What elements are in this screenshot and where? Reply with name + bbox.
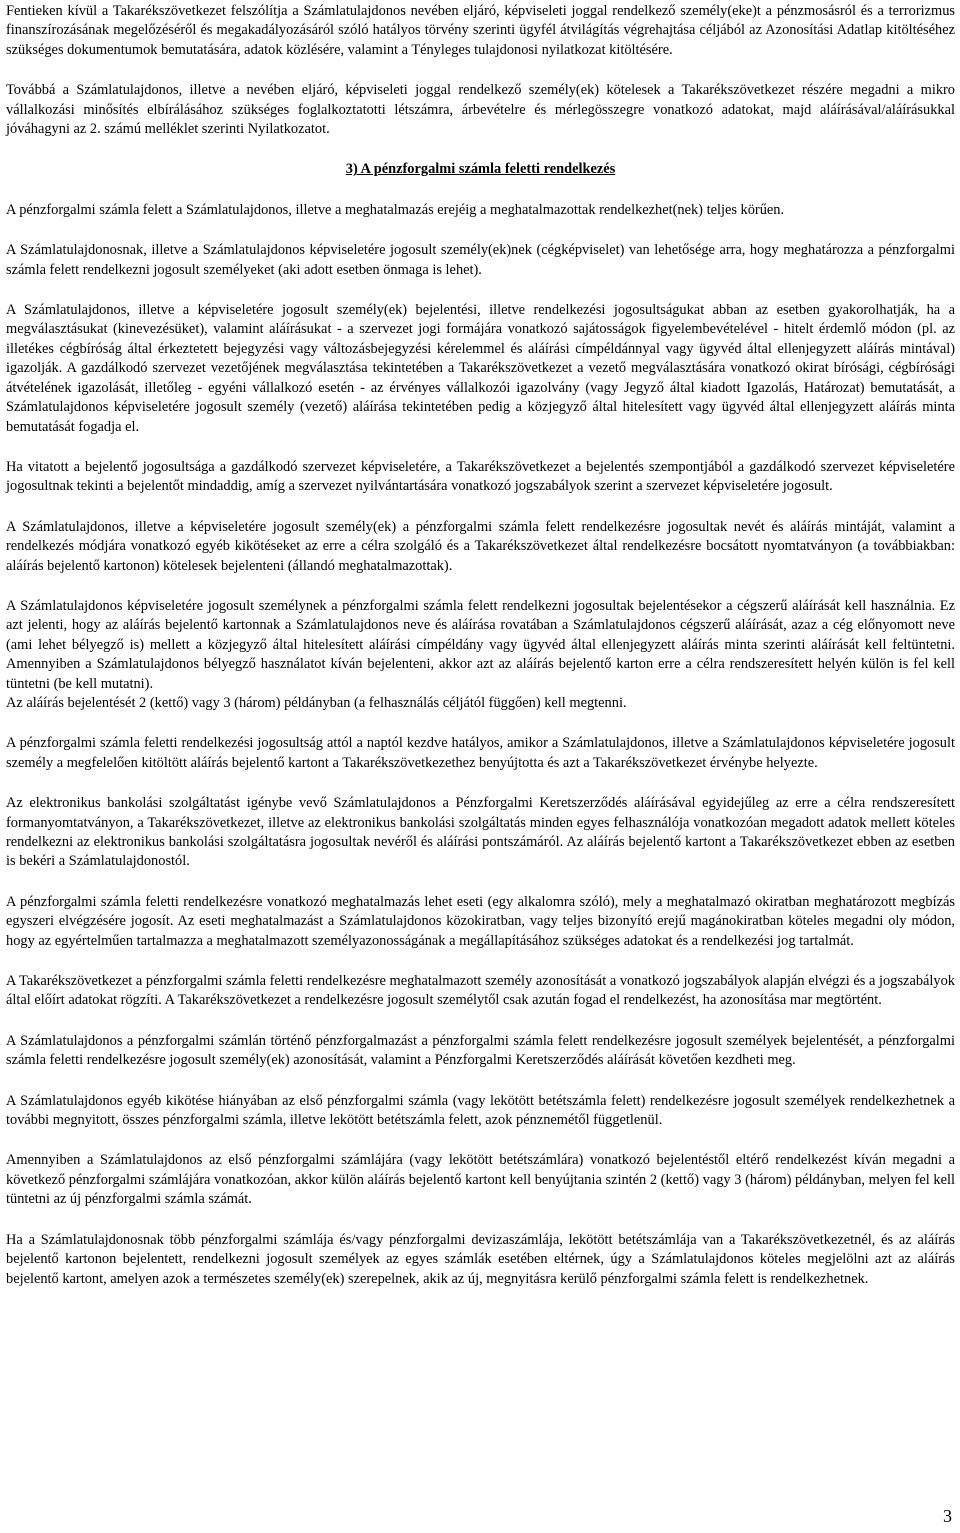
paragraph-9: Az elektronikus bankolási szolgáltatást igénybe vevő Számlatulajdonos a Pénzforgalmi Keretszerződés aláírásával egyidejűleg az erre a célra rendszeresített formanyomtatványon, a Takarékszövetkezet, illetve az elektronikus bankolási szolgáltatás minden egyes felhasználója vonatkozóan megadott adatok mellett köteles rendelkezni az elektronikus bankolási szolgáltatásra jogosultak nevéről és aláírási pontszámáról. Az aláírás bejelentő kartont a Takarékszövetkezet ebben az esetben is bekéri a Számlatulajdonostól.	[6, 795, 955, 870]
paragraph-3: A Számlatulajdonos, illetve a képviseletére jogosult személy(ek) bejelentési, illetve rendelkezési jogosultságukat abban az esetben gyakorolhatják, ha a megválasztásukat (kinevezésüket), valamint aláírásukat - a szervezet jogi formájára vonatkozó sajátosságok figyelembevételével - hitelt érdemlő módon (pl. az illetékes cégbíróság által érkeztetett bejegyzési vagy változásbejegyzési kérelemmel és aláírási címpéldánnyal vagy ügyvéd által ellenjegyzett aláírás mintával) igazolják. A gazdálkodó szervezet vezetőjének megválasztása tekintetében a Takarékszövetkezet a vezető megválasztására vonatkozó okirat bírósági, cégbírósági átvételének igazolását, illetőleg - egyéni vállalkozó esetén - az érvényes vállalkozói igazolvány (vagy Jegyző által kiadott Igazolás, Határozat) bemutatását, a Számlatulajdonos képviseletére jogosult személy (vezető) aláírása tekintetében pedig a közjegyző által hitelesített vagy ügyvéd által ellenjegyzett aláírás minta bemutatását fogadja el.	[6, 302, 955, 435]
paragraph-14: Amennyiben a Számlatulajdonos az első pénzforgalmi számlájára (vagy lekötött betétszámlára) vonatkozó bejelentéstől eltérő rendelkezést kíván megadni a következő pénzforgalmi számlájára vonatkozóan, akkor külön aláírás bejelentő kartont kell benyújtania szintén 2 (kettő) vagy 3 (három) példányban, melyen fel kell tüntetni az új pénzforgalmi számla számát.	[6, 1152, 955, 1208]
paragraph-6: A Számlatulajdonos képviseletére jogosult személynek a pénzforgalmi számla felett rendelkezni jogosultak bejelentésekor a cégszerű aláírását kell használnia. Ez azt jelenti, hogy az aláírás bejelentő kartonnak a Számlatulajdonos neve és aláírása rovatában a Számlatulajdonos cégszerű aláírását, azaz a cég előnyomott neve (ami lehet bélyegző is) mellett a közjegyző által hitelesített aláírási címpéldány vagy ügyvéd által ellenjegyzett aláírás minta szerinti aláírását kell feltüntetni. Amennyiben a Számlatulajdonos bélyegző használatot kíván bejelenteni, akkor azt az aláírás bejelentő karton erre a célra rendszeresített helyén külön is fel kell tüntetni (be kell mutatni).	[6, 597, 955, 692]
paragraph-5: A Számlatulajdonos, illetve a képviseletére jogosult személy(ek) a pénzforgalmi számla felett rendelkezésre jogosultak nevét és aláírás mintáját, valamint a rendelkezés módjára vonatkozó egyéb kikötéseket az erre a célra szolgáló és a Takarékszövetkezet által rendelkezésre bocsátott nyomtatványon (a továbbiakban: aláírás bejelentő kartonon) kötelesek bejelenteni (állandó meghatalmazottak).	[6, 518, 955, 574]
section-heading: 3) A pénzforgalmi számla feletti rendelkezés	[345, 161, 616, 178]
page-number: 3	[943, 1506, 952, 1526]
paragraph-10: A pénzforgalmi számla feletti rendelkezésre vonatkozó meghatalmazás lehet eseti (egy alkalomra szóló), mely a meghatalmazó okiratban meghatározott megbízás egyszeri elvégzésére jogosít. Az eseti meghatalmazást a Számlatulajdonos közokiratban, vagy teljes bizonyító erejű magánokiratban köteles megadni oly módon, hogy az egyértelműen tartalmazza a meghatalmazott személyazonosságának a megállapításához szükséges adatokat és a rendelkezési jog tartalmát.	[6, 893, 955, 949]
paragraph-4: Ha vitatott a bejelentő jogosultsága a gazdálkodó szervezet képviseletére, a Takarékszövetkezet a bejelentés szempontjából a gazdálkodó szervezet képviseletére jogosultnak tekinti a bejelentőt mindaddig, amíg a szervezet nyilvántartására vonatkozó jogszabályok szerint a szervezet képviseletére jogosult.	[6, 458, 955, 495]
paragraph-top-2: Továbbá a Számlatulajdonos, illetve a nevében eljáró, képviseleti joggal rendelkező személy(ek) kötelesek a Takarékszövetkezet részére megadni a mikro vállalkozási minősítés elbírálásához szükséges foglalkoztatotti létszámra, árbevételre és mérlegösszegre vonatkozó adatokat, majd aláírásával/aláírásukkal jóváhagyni az 2. számú melléklet szerinti Nyilatkozatot.	[6, 82, 955, 138]
document-page	[6, 2, 955, 1310]
paragraph-11: A Takarékszövetkezet a pénzforgalmi számla feletti rendelkezésre meghatalmazott személy azonosítását a vonatkozó jogszabályok alapján elvégzi és a jogszabályok által előírt adatokat rögzíti. A Takarékszövetkezet a rendelkezésre jogosult személytől csak azután fogad el rendelkezést, ha azonosítása mar megtörtént.	[6, 973, 955, 1009]
paragraph-7: Az aláírás bejelentését 2 (kettő) vagy 3 (három) példányban (a felhasználás céljától függően) kell megtenni.	[6, 694, 627, 711]
paragraph-12: A Számlatulajdonos a pénzforgalmi számlán történő pénzforgalmazást a pénzforgalmi számla felett rendelkezésre jogosult személyek bejelentését, a pénzforgalmi számla feletti rendelkezésre jogosult személy(ek) azonosítását, valamint a Pénzforgalmi Keretszerződés aláírását követően kezdheti meg.	[6, 1032, 955, 1069]
paragraph-8: A pénzforgalmi számla feletti rendelkezési jogosultság attól a naptól kezdve hatályos, amikor a Számlatulajdonos, illetve a Számlatulajdonos képviseletére jogosult személy a megfelelően kitöltött aláírás bejelentő kartont a Takarékszövetkezethez benyújtotta és azt a Takarékszövetkezet érvénybe helyezte.	[6, 735, 955, 771]
paragraph-15: Ha a Számlatulajdonosnak több pénzforgalmi számlája és/vagy pénzforgalmi devizaszámlája, lekötött betétszámlája van a Takarékszövetkezetnél, és az aláírás bejelentő kartonon bejelentett, rendelkezni jogosult személyek az egyes számlák esetében eltérnek, úgy a Számlatulajdonos köteles megjelölni azt az aláírás bejelentő kartont, amelyen azok a természetes személy(ek) szerepelnek, akik az új, megnyitásra kerülő pénzforgalmi számla felett is rendelkezhetnek.	[6, 1231, 955, 1287]
paragraph-13: A Számlatulajdonos egyéb kikötése hiányában az első pénzforgalmi számla (vagy lekötött betétszámla felett) rendelkezésre jogosult személyek rendelkezhetnek a további megnyitott, összes pénzforgalmi számla, illetve lekötött betétszámla felett, azok pénznemétől függetlenül.	[6, 1092, 955, 1129]
paragraph-1: A pénzforgalmi számla felett a Számlatulajdonos, illetve a meghatalmazás erejéig a meghatalmazottak rendelkezhet(nek) teljes körűen.	[6, 201, 785, 218]
paragraph-top-1: Fentieken kívül a Takarékszövetkezet felszólítja a Számlatulajdonos nevében eljáró, képviseleti joggal rendelkező személy(eke)t a pénzmosásról és a terrorizmus finanszírozásának megelőzéséről és megakadályozásáról szóló hatályos törvény szerinti ügyfél átvilágítás végrehajtása céljából az Azonosítási Adatlap kitöltéséhez szükséges dokumentumok bemutatására, adatok közlésére, valamint a Tényleges tulajdonosi nyilatkozat kitöltésére.	[6, 3, 955, 58]
paragraph-2: A Számlatulajdonosnak, illetve a Számlatulajdonos képviseletére jogosult személy(ek)nek (cégképviselet) van lehetősége arra, hogy meghatározza a pénzforgalmi számla felett rendelkezni jogosult személyeket (aki adott esetben önmaga is lehet).	[6, 242, 955, 278]
